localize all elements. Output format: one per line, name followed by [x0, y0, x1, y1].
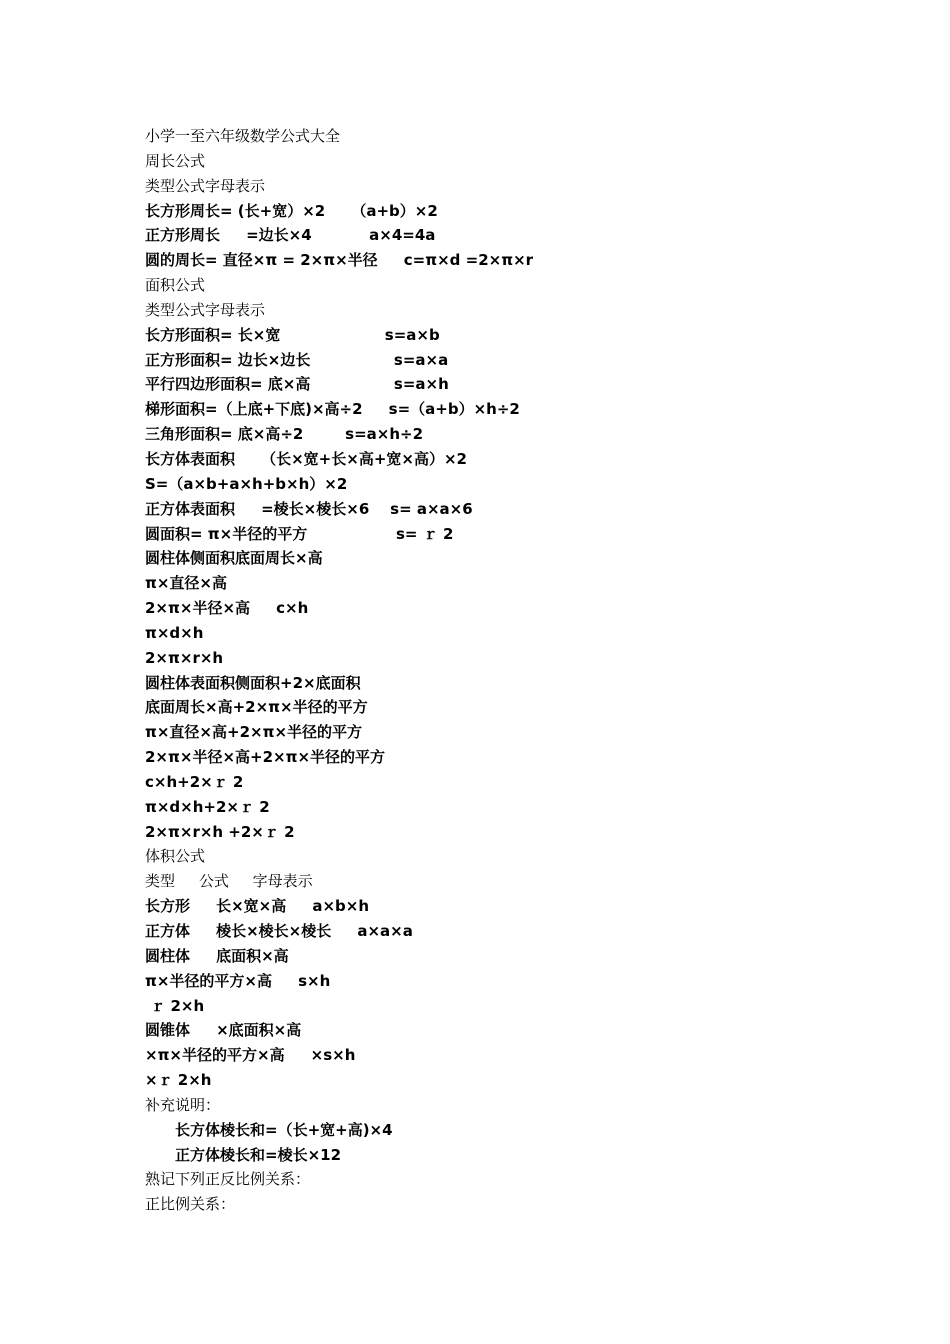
- section-heading-area: 面积公式: [145, 276, 206, 295]
- formula-line: 长方体表面积 （长×宽+长×高+宽×高）×2: [145, 449, 467, 468]
- formula-line: 梯形面积=（上底+下底)×高÷2 s=（a+b）×h÷2: [145, 400, 520, 419]
- formula-line: 圆柱体侧面积底面周长×高: [145, 549, 323, 568]
- formula-line: 长方形周长= (长+宽）×2 （a+b）×2: [145, 201, 438, 220]
- formula-line: π×d×h: [145, 623, 204, 642]
- formula-line: π×半径的平方×高 s×h: [145, 971, 331, 990]
- formula-line: 2×π×半径×高+2×π×半径的平方: [145, 748, 386, 767]
- document-body: [145, 124, 865, 1217]
- table-header-volume: 类型 公式 字母表示: [145, 872, 313, 891]
- formula-line: 正方体表面积 =棱长×棱长×6 s= a×a×6: [145, 499, 473, 518]
- formula-line: π×d×h+2×ｒ 2: [145, 797, 270, 816]
- subsection-heading-direct-proportion: 正比例关系：: [145, 1195, 236, 1214]
- section-heading-proportion: 熟记下列正反比例关系：: [145, 1170, 311, 1189]
- formula-line: ×ｒ 2×h: [145, 1071, 212, 1090]
- formula-line: 长方形面积= 长×宽 s=a×b: [145, 325, 440, 344]
- formula-line: 正方体 棱长×棱长×棱长 a×a×a: [145, 922, 413, 940]
- formula-line: π×直径×高+2×π×半径的平方: [145, 723, 363, 742]
- formula-line: 圆柱体 底面积×高: [145, 946, 289, 965]
- formula-line: 2×π×r×h: [145, 648, 224, 667]
- formula-line: S=（a×b+a×h+b×h）×2: [145, 474, 348, 493]
- formula-line: ｒ 2×h: [145, 996, 205, 1015]
- note-line: 长方体棱长和=（长+宽+高)×4: [175, 1120, 393, 1139]
- formula-line: 2×π×半径×高 c×h: [145, 599, 309, 618]
- formula-line: 底面周长×高+2×π×半径的平方: [145, 698, 368, 717]
- formula-line: c×h+2×ｒ 2: [145, 772, 244, 791]
- formula-line: 圆面积= π×半径的平方 s= ｒ 2: [145, 524, 454, 543]
- formula-line: 长方形 长×宽×高 a×b×h: [145, 897, 370, 916]
- note-line: 正方体棱长和=棱长×12: [175, 1145, 342, 1164]
- section-heading-perimeter: 周长公式: [145, 151, 206, 170]
- table-header-perimeter: 类型公式字母表示: [145, 176, 266, 195]
- table-header-area: 类型公式字母表示: [145, 300, 266, 319]
- formula-line: 2×π×r×h +2×ｒ 2: [145, 822, 295, 841]
- formula-line: 圆的周长= 直径×π = 2×π×半径 c=π×d =2×π×r: [145, 251, 534, 270]
- formula-line: 三角形面积= 底×高÷2 s=a×h÷2: [145, 425, 424, 444]
- section-heading-notes: 补充说明：: [145, 1095, 221, 1114]
- section-heading-volume: 体积公式: [145, 847, 206, 866]
- formula-line: 圆柱体表面积侧面积+2×底面积: [145, 673, 361, 692]
- formula-line: ×π×半径的平方×高 ×s×h: [145, 1046, 356, 1065]
- formula-line: 正方形周长 =边长×4 a×4=4a: [145, 226, 436, 245]
- formula-line: 正方形面积= 边长×边长 s=a×a: [145, 350, 449, 369]
- document-title: 小学一至六年级数学公式大全: [145, 127, 341, 145]
- formula-line: π×直径×高: [145, 574, 228, 593]
- formula-line: 平行四边形面积= 底×高 s=a×h: [145, 375, 449, 394]
- formula-line: 圆锥体 ×底面积×高: [145, 1021, 302, 1040]
